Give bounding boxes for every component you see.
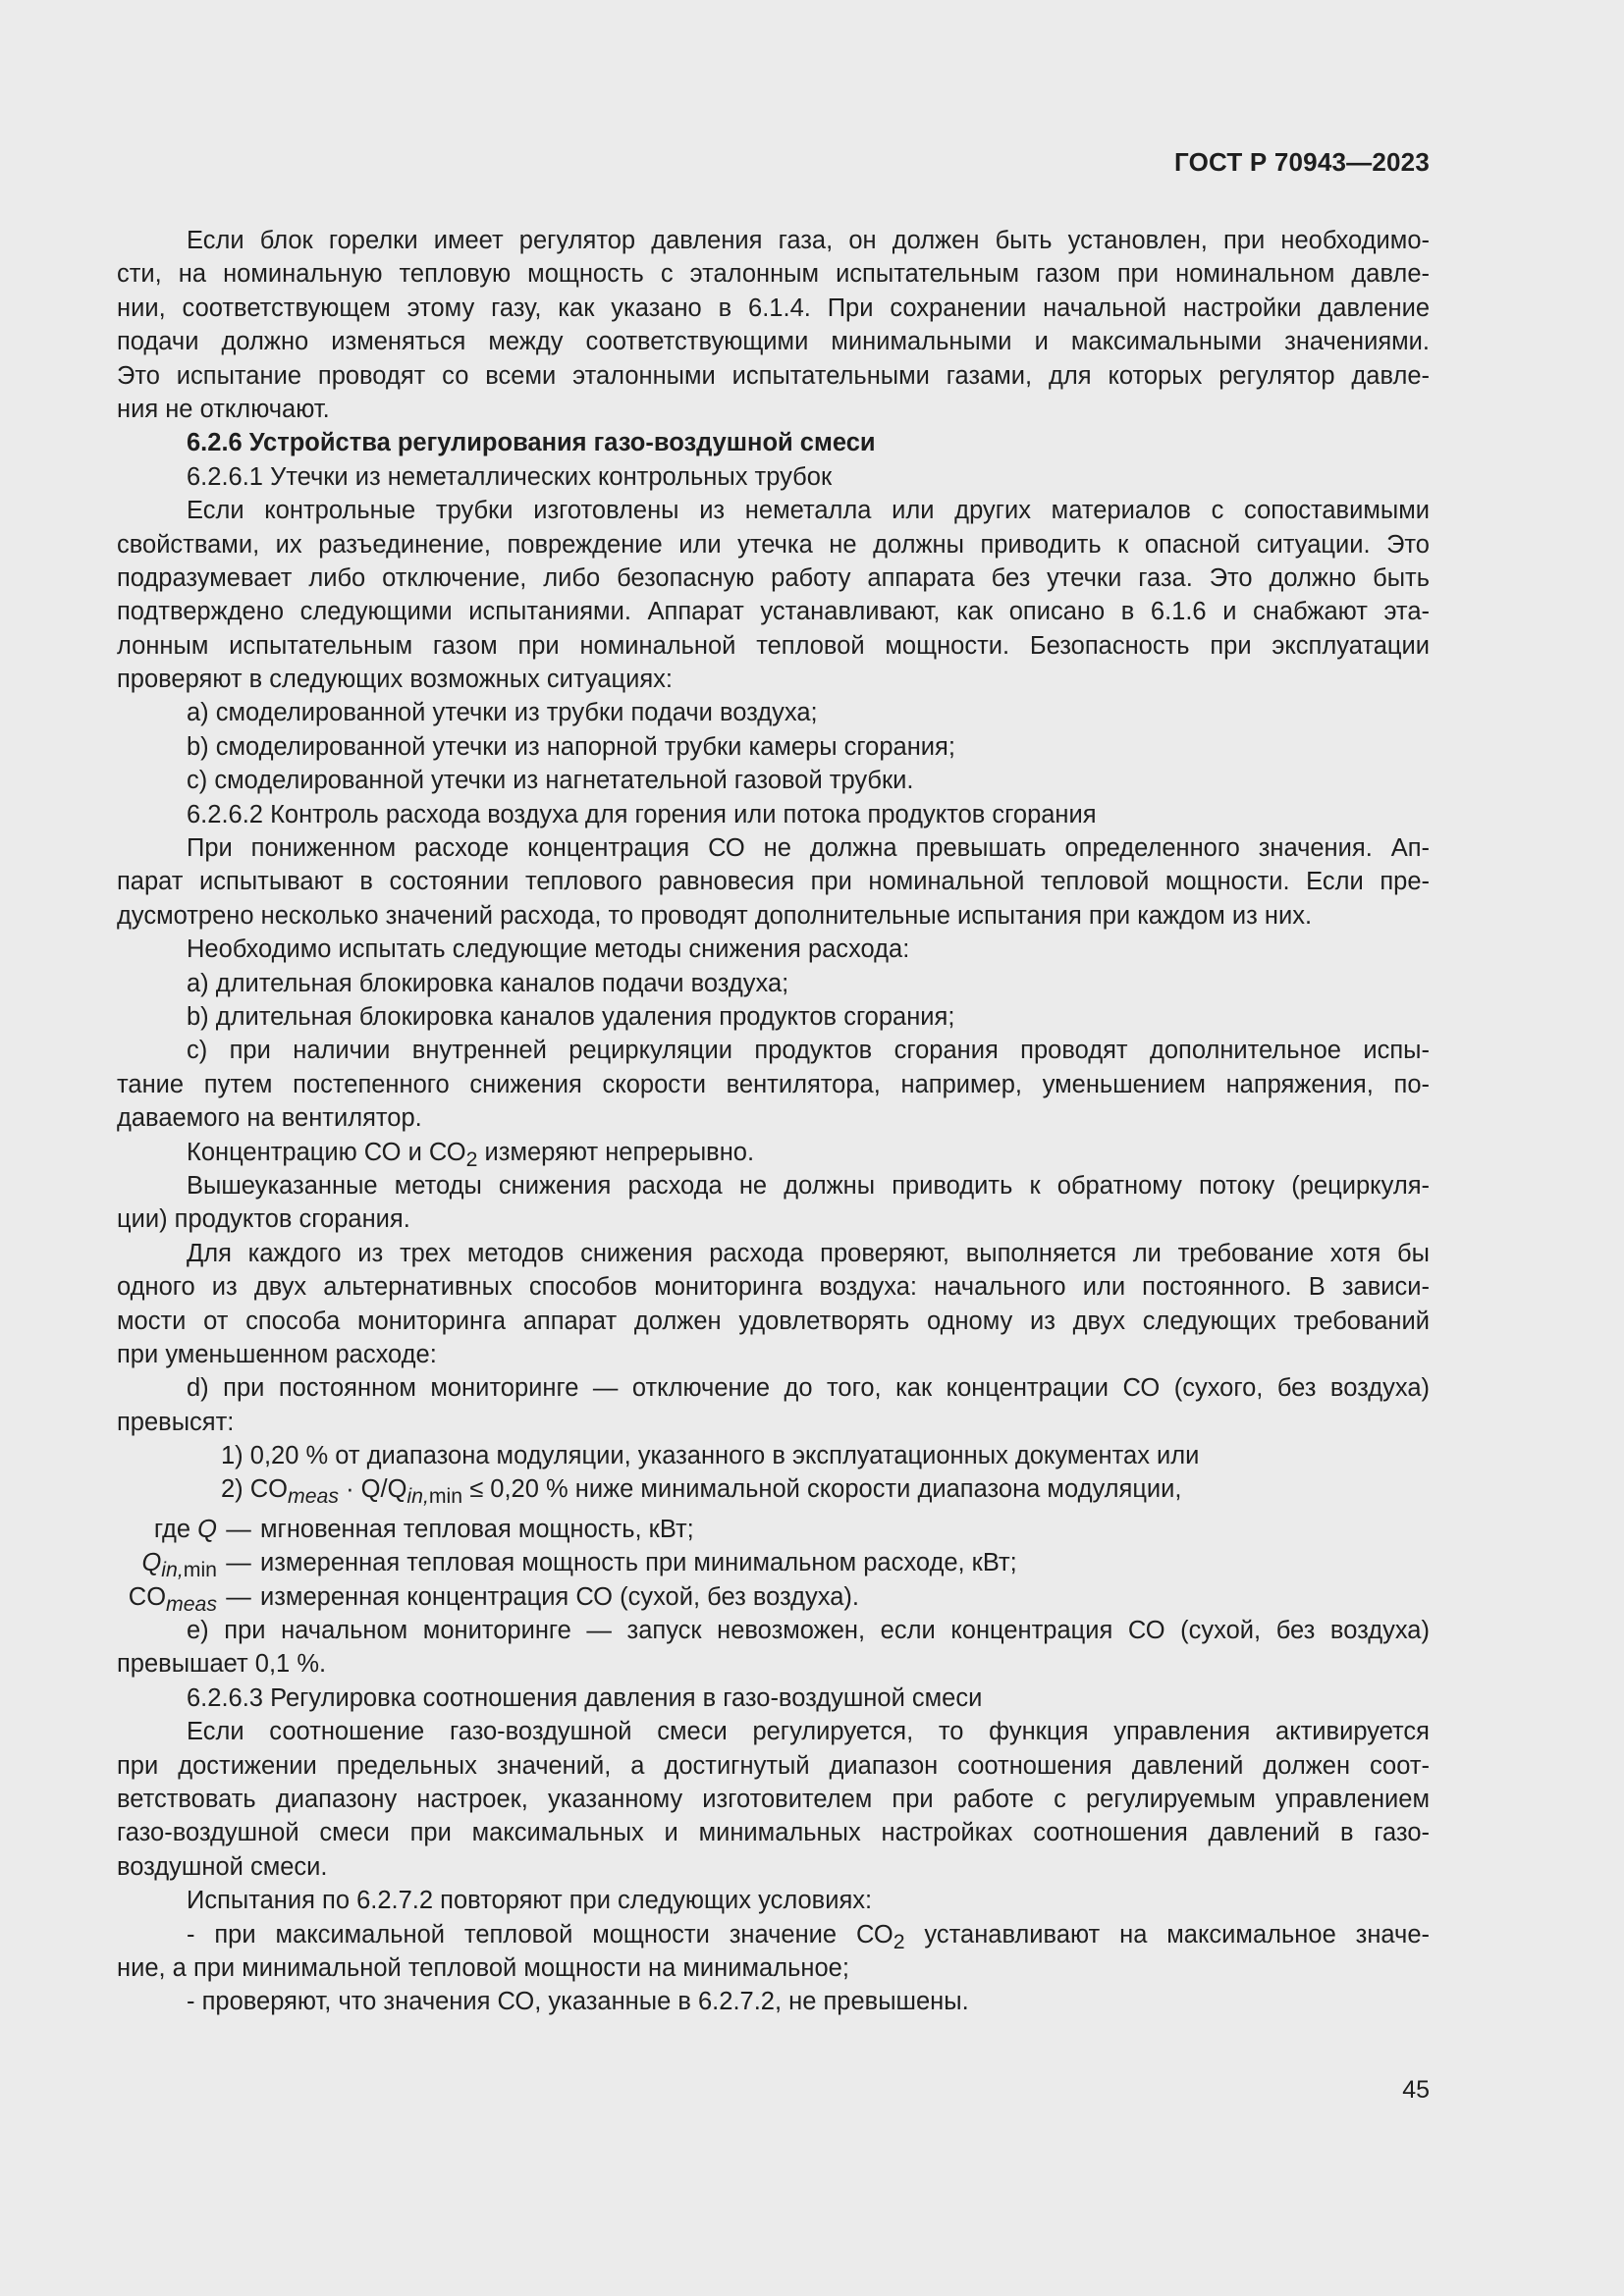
text-fragment: Концентрацию СО и СО: [187, 1138, 466, 1166]
text-line: подразумевает либо отключение, либо безопасную работу аппарата без утечки газа. Это должно быть: [117, 563, 1430, 592]
list-item: a) смоделированной утечки из трубки подачи воздуха;: [187, 699, 818, 727]
subscript: meas: [166, 1591, 217, 1616]
term-prefix: где: [153, 1515, 198, 1543]
text-line: проверяют в следующих возможных ситуациях:: [117, 666, 674, 694]
sub-list-item: 1) 0,20 % от диапазона модуляции, указанного в эксплуатационных документах или: [221, 1442, 1200, 1470]
text-line: тание путем постепенного снижения скорости вентилятора, например, уменьшением напряжения, по-: [117, 1070, 1430, 1098]
term-variable: Q: [197, 1515, 217, 1543]
text-line: Вышеуказанные методы снижения расхода не должны приводить к обратному потоку (рециркуля-: [187, 1171, 1430, 1200]
term-variable: Q: [141, 1549, 162, 1577]
text-line: [117, 1136, 1430, 1169]
subscript: [406, 1485, 462, 1509]
subsection-heading: 6.2.6.3 Регулировка соотношения давления в газо-воздушной смеси: [187, 1683, 983, 1712]
subscript-plain: min: [183, 1558, 217, 1582]
subsection-heading: 6.2.6.1 Утечки из неметаллических контрольных трубок: [187, 462, 833, 491]
text-line: Если блок горелки имеет регулятор давления газа, он должен быть установлен, при необходимо-: [187, 227, 1430, 254]
text-line: мости от способа мониторинга аппарат должен удовлетворять одному из двух следующих требований: [117, 1307, 1430, 1335]
text-line: Если контрольные трубки изготовлены из неметалла или других материалов с сопоставимыми: [187, 497, 1430, 525]
text-line: подтверждено следующими испытаниями. Аппарат устанавливают, как описано в 6.1.6 и снабжают эта-: [117, 598, 1430, 626]
subscript-plain: min: [428, 1484, 463, 1509]
text-line: дусмотрено несколько значений расхода, то проводят дополнительные испытания при каждом из них.: [117, 901, 1313, 930]
definition-dash: —: [226, 1549, 251, 1577]
text-line: газо-воздушной смеси при максимальных и минимальных настройках соотношения давлений в газо-: [117, 1819, 1430, 1847]
definitions-list: [117, 1513, 1430, 1614]
subscript: 2: [893, 1929, 905, 1953]
list-item: e) при начальном мониторинге — запуск невозможен, если концентрация СО (сухой, без воздуха): [187, 1617, 1430, 1645]
definition-text: мгновенная тепловая мощность, кВт;: [260, 1515, 694, 1543]
list-item: d) при постоянном мониторинге — отключение до того, как концентрации СО (сухого, без воздуха): [187, 1374, 1430, 1403]
text-line: Необходимо испытать следующие методы снижения расхода:: [187, 935, 910, 964]
subscript-italic: in,: [161, 1558, 184, 1582]
text-line: нии, соответствующем этому газу, как указано в 6.1.4. При сохранении начальной настройки давление: [117, 294, 1430, 322]
list-item: c) при наличии внутренней рециркуляции продуктов сгорания проводят дополнительное испы-: [187, 1037, 1430, 1065]
text-line: при достижении предельных значений, а достигнутый диапазон соотношения давлений должен соот-: [117, 1751, 1430, 1780]
formula-fragment: ≤ 0,20 % ниже минимальной скорости диапазона модуляции,: [462, 1475, 1182, 1504]
list-item: c) смоделированной утечки из нагнетательной газовой трубки.: [187, 767, 914, 795]
text-line: при уменьшенном расходе:: [117, 1340, 437, 1368]
definition-row: [117, 1513, 1430, 1546]
definition-text: измеренная концентрация СО (сухой, без воздуха).: [260, 1582, 860, 1611]
text-line: превысят:: [117, 1408, 235, 1436]
standard-code-header: ГОСТ Р 70943—2023: [1174, 147, 1430, 177]
text-line: ветствовать диапазону настроек, указанному изготовителем при работе с регулируемым управлением: [117, 1785, 1430, 1813]
definition-dash: —: [226, 1582, 251, 1611]
text-line: сти, на номинальную тепловую мощность с эталонным испытательным газом при номинальном давле-: [117, 260, 1430, 289]
definition-term: [117, 1580, 217, 1614]
text-line: При пониженном расходе концентрация СО не должна превышать определенного значения. Ап-: [187, 834, 1430, 863]
subsection-heading: 6.2.6.2 Контроль расхода воздуха для горения или потока продуктов сгорания: [187, 800, 1097, 828]
definition-row: [117, 1546, 1430, 1582]
text-line: [117, 1918, 1430, 1951]
subscript-italic: in,: [406, 1484, 429, 1509]
definition-dash: —: [226, 1515, 251, 1543]
list-item: b) длительная блокировка каналов удаления продуктов сгорания;: [187, 1002, 955, 1031]
text-line: одного из двух альтернативных способов мониторинга воздуха: начального или постоянного. В зависи-: [117, 1273, 1430, 1302]
text-fragment: устанавливают на максимальное значе-: [904, 1920, 1430, 1949]
text-line: подачи должно изменяться между соответствующими минимальными и максимальными значениями.: [117, 328, 1430, 356]
definition-term: [117, 1546, 217, 1582]
text-line: даваемого на вентилятор.: [117, 1104, 422, 1133]
text-fragment: - при максимальной тепловой мощности значение СО: [187, 1920, 893, 1949]
text-line: ние, а при минимальной тепловой мощности на минимальное;: [117, 1953, 849, 1982]
page-number: 45: [1402, 2076, 1430, 2104]
text-line: лонным испытательным газом при номинальной тепловой мощности. Безопасность при эксплуатации: [117, 631, 1430, 660]
text-line: парат испытывают в состоянии теплового равновесия при номинальной тепловой мощности. Если пре-: [117, 868, 1430, 896]
definition-row: [117, 1580, 1430, 1614]
text-fragment: измеряют непрерывно.: [477, 1138, 755, 1166]
text-line: Испытания по 6.2.7.2 повторяют при следующих условиях:: [187, 1887, 873, 1915]
definition-term: [117, 1513, 217, 1546]
sub-list-item: [117, 1472, 1430, 1509]
subscript: meas: [288, 1484, 339, 1509]
text-line: Если соотношение газо-воздушной смеси регулируется, то функция управления активируется: [187, 1718, 1430, 1746]
text-line: воздушной смеси.: [117, 1852, 328, 1881]
definition-text: измеренная тепловая мощность при минимальном расходе, кВт;: [260, 1549, 1017, 1577]
text-line: ния не отключают.: [117, 395, 330, 423]
formula-fragment: 2) CO: [221, 1475, 289, 1504]
text-line: - проверяют, что значения СО, указанные в 6.2.7.2, не превышены.: [187, 1988, 969, 2016]
text-line: ции) продуктов сгорания.: [117, 1205, 410, 1234]
subscript: [161, 1558, 217, 1581]
list-item: b) смоделированной утечки из напорной трубки камеры сгорания;: [187, 732, 955, 761]
list-item: a) длительная блокировка каналов подачи воздуха;: [187, 969, 789, 997]
text-line: свойствами, их разъединение, повреждение или утечка не должны приводить к опасной ситуации. Это: [117, 530, 1430, 559]
page-body: [117, 224, 1430, 2019]
text-line: превышает 0,1 %.: [117, 1650, 327, 1679]
formula-fragment: · Q/Q: [338, 1475, 407, 1504]
term-prefix: CO: [128, 1582, 167, 1611]
text-line: Это испытание проводят со всеми эталонными испытательными газами, для которых регулятор давле-: [117, 361, 1430, 390]
subscript: 2: [465, 1147, 478, 1171]
section-heading: 6.2.6 Устройства регулирования газо-воздушной смеси: [187, 429, 876, 457]
text-line: Для каждого из трех методов снижения расхода проверяют, выполняется ли требование хотя бы: [187, 1239, 1430, 1267]
